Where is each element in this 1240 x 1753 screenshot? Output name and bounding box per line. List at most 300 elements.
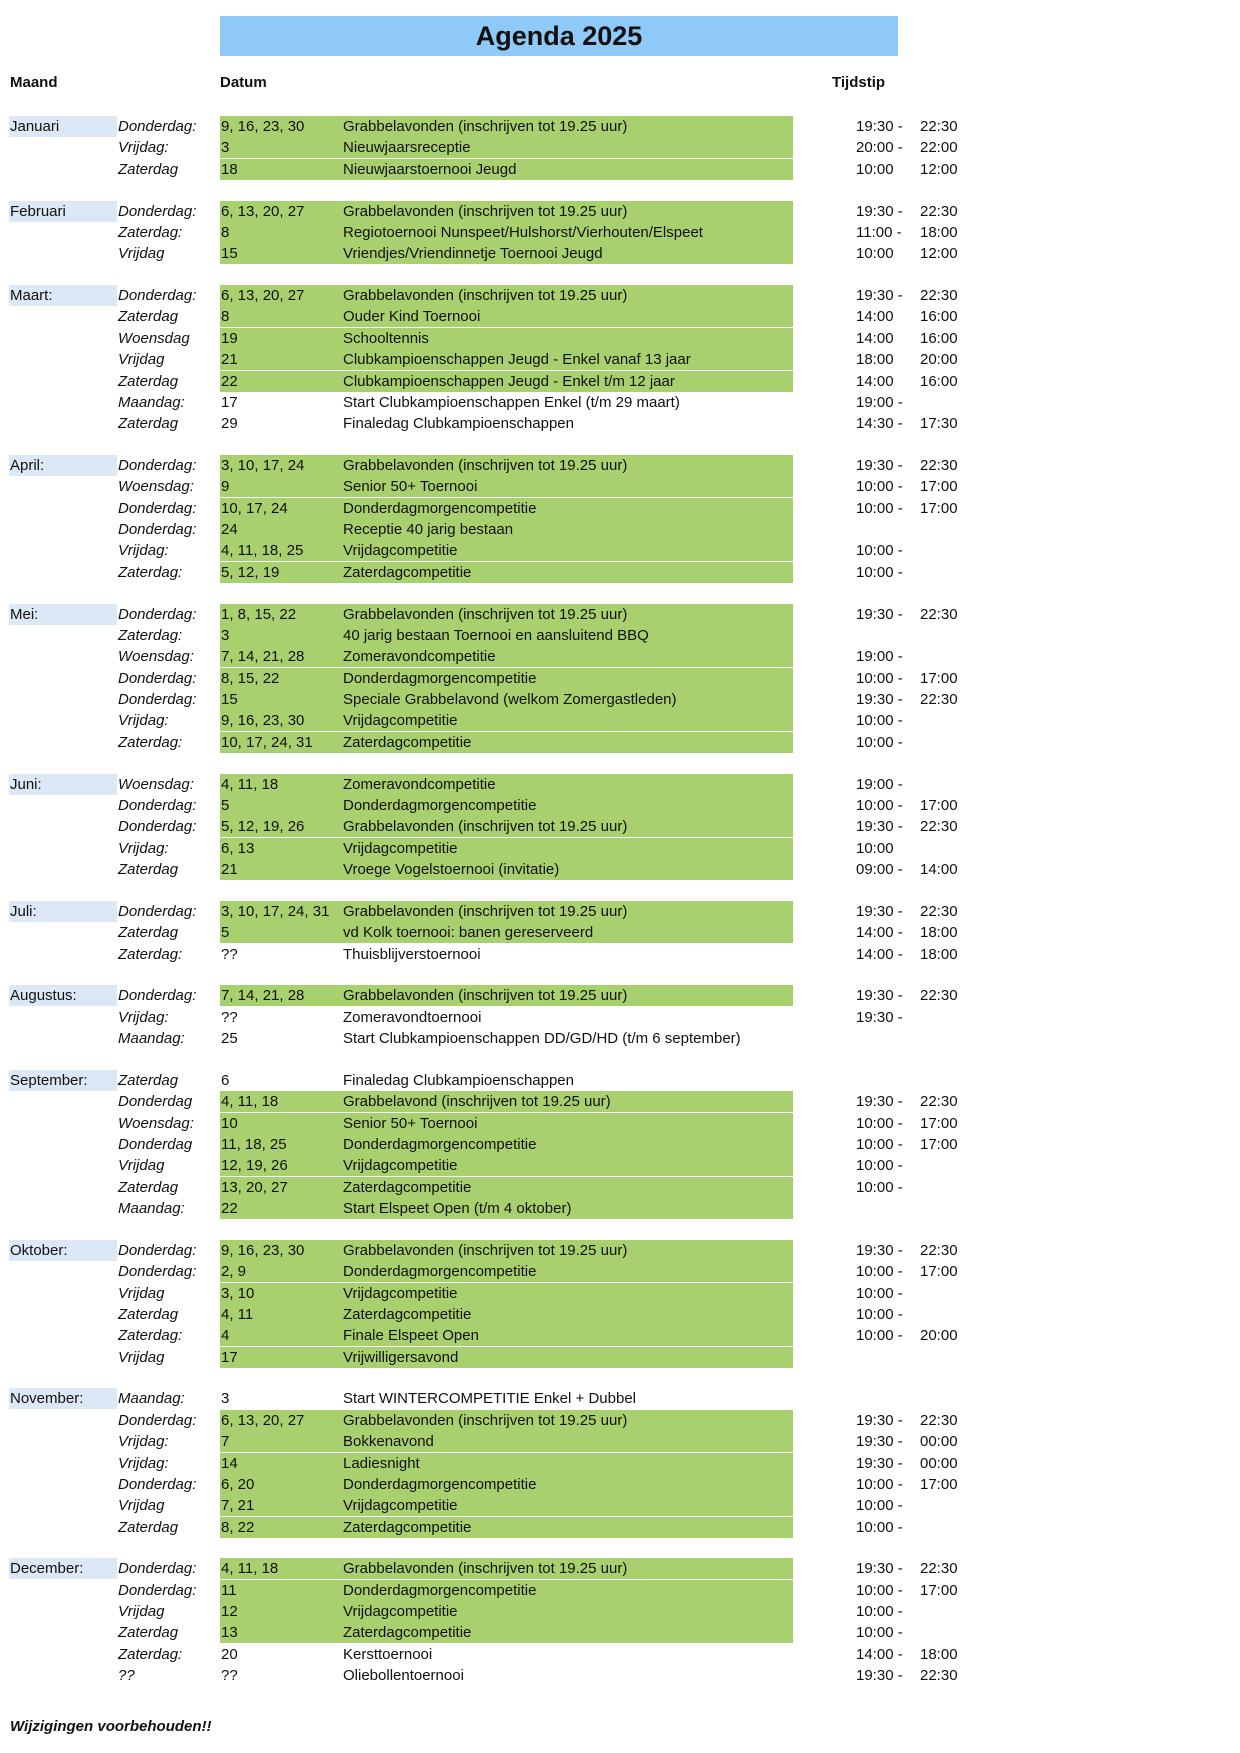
event-dates: 3, 10, 17, 24, 31 bbox=[220, 901, 343, 922]
weekday: Donderdag: bbox=[118, 797, 197, 814]
time-start: 10:00 - bbox=[856, 1157, 903, 1174]
event-dates: 2, 9 bbox=[220, 1261, 343, 1282]
weekday: Donderdag: bbox=[118, 457, 197, 474]
time-end: 17:00 bbox=[920, 1582, 958, 1599]
time-start: 19:30 - bbox=[856, 691, 903, 708]
time-end: 17:00 bbox=[920, 478, 958, 495]
weekday: Maandag: bbox=[118, 1030, 185, 1047]
event-name: Nieuwjaarstoernooi Jeugd bbox=[342, 159, 793, 180]
event-name: Zaterdagcompetitie bbox=[342, 1517, 793, 1538]
month-label: December: bbox=[9, 1558, 117, 1579]
event-name: Vrijdagcompetitie bbox=[342, 710, 793, 731]
time-start: 10:00 - bbox=[856, 1603, 903, 1620]
time-start: 10:00 - bbox=[856, 1179, 903, 1196]
time-start: 10:00 - bbox=[856, 1263, 903, 1280]
month-label: April: bbox=[9, 455, 117, 476]
event-name: Ladiesnight bbox=[342, 1453, 793, 1474]
weekday: Vrijdag bbox=[118, 1349, 165, 1366]
event-name: Grabbelavonden (inschrijven tot 19.25 uur) bbox=[342, 604, 793, 625]
agenda-row bbox=[0, 519, 1240, 540]
event-name: Clubkampioenschappen Jeugd - Enkel t/m 12 jaar bbox=[342, 371, 793, 392]
agenda-row bbox=[0, 349, 1240, 370]
event-dates: 4, 11 bbox=[220, 1304, 343, 1325]
weekday: Maandag: bbox=[118, 1200, 185, 1217]
event-dates: 15 bbox=[220, 689, 343, 710]
time-start: 10:00 - bbox=[856, 1519, 903, 1536]
event-dates: 7, 14, 21, 28 bbox=[220, 646, 343, 667]
event-dates: 11 bbox=[220, 1580, 343, 1601]
time-start: 10:00 - bbox=[856, 1285, 903, 1302]
weekday: Donderdag: bbox=[118, 691, 197, 708]
weekday: Zaterdag bbox=[118, 1179, 179, 1196]
agenda-row bbox=[0, 774, 1240, 795]
time-end: 17:00 bbox=[920, 500, 958, 517]
weekday: Donderdag: bbox=[118, 987, 197, 1004]
agenda-row bbox=[0, 922, 1240, 943]
time-start: 10:00 - bbox=[856, 1115, 903, 1132]
weekday: Zaterdag: bbox=[118, 564, 183, 581]
time-start: 11:00 - bbox=[856, 224, 902, 241]
time-start: 14:00 bbox=[856, 373, 894, 390]
time-start: 14:00 - bbox=[856, 946, 903, 963]
event-dates: ?? bbox=[221, 1009, 238, 1026]
agenda-row bbox=[0, 413, 1240, 434]
agenda-row bbox=[0, 562, 1240, 583]
time-start: 19:30 - bbox=[856, 1412, 903, 1429]
agenda-row bbox=[0, 944, 1240, 965]
event-name: Grabbelavonden (inschrijven tot 19.25 uur) bbox=[342, 455, 793, 476]
event-name: Zomeravondcompetitie bbox=[342, 646, 793, 667]
agenda-row bbox=[0, 1007, 1240, 1028]
weekday: Zaterdag bbox=[118, 1072, 179, 1089]
event-name: Donderdagmorgencompetitie bbox=[342, 1474, 793, 1495]
time-end: 22:30 bbox=[920, 691, 958, 708]
event-name: Ouder Kind Toernooi bbox=[342, 306, 793, 327]
event-name: Donderdagmorgencompetitie bbox=[342, 1134, 793, 1155]
agenda-row bbox=[0, 1198, 1240, 1219]
event-name: Donderdagmorgencompetitie bbox=[342, 795, 793, 816]
event-name: Thuisblijverstoernooi bbox=[343, 946, 481, 963]
event-dates: 6, 13, 20, 27 bbox=[220, 201, 343, 222]
page-title: Agenda 2025 bbox=[220, 16, 898, 56]
time-start: 10:00 - bbox=[856, 1582, 903, 1599]
agenda-row bbox=[0, 1070, 1240, 1091]
weekday: Vrijdag: bbox=[118, 542, 169, 559]
time-start: 19:30 - bbox=[856, 903, 903, 920]
weekday: Zaterdag bbox=[118, 161, 179, 178]
weekday: Vrijdag bbox=[118, 245, 165, 262]
time-start: 19:30 - bbox=[856, 287, 903, 304]
event-name: Grabbelavonden (inschrijven tot 19.25 uur) bbox=[342, 1240, 793, 1261]
event-dates: 5, 12, 19 bbox=[220, 562, 343, 583]
weekday: Vrijdag: bbox=[118, 1009, 169, 1026]
weekday: Maandag: bbox=[118, 1390, 185, 1407]
event-dates: 19 bbox=[220, 328, 343, 349]
weekday: Donderdag: bbox=[118, 1412, 197, 1429]
time-start: 10:00 - bbox=[856, 500, 903, 517]
agenda-row bbox=[0, 1177, 1240, 1198]
weekday: Zaterdag bbox=[118, 924, 179, 941]
weekday: Maandag: bbox=[118, 394, 185, 411]
weekday: Donderdag: bbox=[118, 818, 197, 835]
event-name: Zomeravondtoernooi bbox=[343, 1009, 482, 1026]
event-name: Clubkampioenschappen Jeugd - Enkel vanaf 13 jaar bbox=[342, 349, 793, 370]
time-end: 12:00 bbox=[920, 245, 958, 262]
time-start: 10:00 - bbox=[856, 1497, 903, 1514]
time-start: 10:00 - bbox=[856, 670, 903, 687]
agenda-row bbox=[0, 1453, 1240, 1474]
agenda-row bbox=[0, 306, 1240, 327]
time-start: 19:30 - bbox=[856, 1093, 903, 1110]
event-name: Speciale Grabbelavond (welkom Zomergastleden) bbox=[342, 689, 793, 710]
event-dates: 22 bbox=[220, 371, 343, 392]
month-label: Mei: bbox=[9, 604, 117, 625]
weekday: Woensdag bbox=[118, 330, 190, 347]
weekday: ?? bbox=[118, 1667, 135, 1684]
event-name: Vrijdagcompetitie bbox=[342, 1601, 793, 1622]
event-name: Zomeravondcompetitie bbox=[342, 774, 793, 795]
event-dates: 9, 16, 23, 30 bbox=[220, 116, 343, 137]
event-name: Senior 50+ Toernooi bbox=[342, 1113, 793, 1134]
agenda-row bbox=[0, 1155, 1240, 1176]
event-name: Vrijwilligersavond bbox=[342, 1347, 793, 1368]
time-start: 10:00 bbox=[856, 245, 894, 262]
time-end: 22:30 bbox=[920, 818, 958, 835]
time-end: 18:00 bbox=[920, 1646, 958, 1663]
agenda-row bbox=[0, 1580, 1240, 1601]
event-dates: 22 bbox=[220, 1198, 343, 1219]
time-start: 10:00 - bbox=[856, 797, 903, 814]
event-name: Grabbelavonden (inschrijven tot 19.25 uur) bbox=[342, 901, 793, 922]
event-name: Finaledag Clubkampioenschappen bbox=[343, 415, 574, 432]
event-dates: 15 bbox=[220, 243, 343, 264]
event-name: Donderdagmorgencompetitie bbox=[342, 1261, 793, 1282]
event-dates: 4, 11, 18 bbox=[220, 1091, 343, 1112]
weekday: Donderdag: bbox=[118, 1582, 197, 1599]
time-end: 14:00 bbox=[920, 861, 958, 878]
time-end: 12:00 bbox=[920, 161, 958, 178]
event-name: Senior 50+ Toernooi bbox=[342, 476, 793, 497]
event-name: Grabbelavonden (inschrijven tot 19.25 uur) bbox=[342, 1558, 793, 1579]
event-dates: 9, 16, 23, 30 bbox=[220, 710, 343, 731]
event-name: Zaterdagcompetitie bbox=[342, 1622, 793, 1643]
header-month: Maand bbox=[10, 74, 58, 91]
event-name: Oliebollentoernooi bbox=[343, 1667, 464, 1684]
agenda-row bbox=[0, 1644, 1240, 1665]
event-name: Grabbelavonden (inschrijven tot 19.25 uur) bbox=[342, 116, 793, 137]
weekday: Zaterdag bbox=[118, 373, 179, 390]
agenda-row bbox=[0, 859, 1240, 880]
event-dates: 17 bbox=[221, 394, 238, 411]
month-label: Maart: bbox=[9, 285, 117, 306]
event-dates: 13, 20, 27 bbox=[220, 1177, 343, 1198]
event-dates: 6, 13 bbox=[220, 838, 343, 859]
agenda-row bbox=[0, 137, 1240, 158]
agenda-row bbox=[0, 646, 1240, 667]
event-dates: 8, 15, 22 bbox=[220, 668, 343, 689]
event-name: Zaterdagcompetitie bbox=[342, 1177, 793, 1198]
event-name: Vroege Vogelstoernooi (invitatie) bbox=[342, 859, 793, 880]
agenda-row bbox=[0, 838, 1240, 859]
month-label: Augustus: bbox=[9, 985, 117, 1006]
weekday: Zaterdag bbox=[118, 1519, 179, 1536]
time-start: 19:30 - bbox=[856, 203, 903, 220]
weekday: Zaterdag bbox=[118, 1624, 179, 1641]
event-dates: 21 bbox=[220, 859, 343, 880]
agenda-row bbox=[0, 243, 1240, 264]
agenda-row bbox=[0, 498, 1240, 519]
month-label: September: bbox=[9, 1070, 117, 1091]
weekday: Donderdag: bbox=[118, 1242, 197, 1259]
event-dates: 1, 8, 15, 22 bbox=[220, 604, 343, 625]
event-dates: 6, 13, 20, 27 bbox=[220, 1410, 343, 1431]
agenda-row bbox=[0, 1665, 1240, 1686]
time-start: 20:00 - bbox=[856, 139, 903, 156]
agenda-row bbox=[0, 201, 1240, 222]
agenda-row bbox=[0, 1091, 1240, 1112]
event-name: Start WINTERCOMPETITIE Enkel + Dubbel bbox=[343, 1390, 636, 1407]
event-name: Vriendjes/Vriendinnetje Toernooi Jeugd bbox=[342, 243, 793, 264]
time-end: 22:30 bbox=[920, 457, 958, 474]
event-name: Vrijdagcompetitie bbox=[342, 838, 793, 859]
time-end: 00:00 bbox=[920, 1433, 958, 1450]
event-dates: 8, 22 bbox=[220, 1517, 343, 1538]
time-end: 22:30 bbox=[920, 1242, 958, 1259]
time-start: 19:30 - bbox=[856, 457, 903, 474]
event-name: Grabbelavonden (inschrijven tot 19.25 uur) bbox=[342, 201, 793, 222]
agenda-row bbox=[0, 1134, 1240, 1155]
weekday: Donderdag: bbox=[118, 606, 197, 623]
event-dates: 3, 10 bbox=[220, 1283, 343, 1304]
agenda-row bbox=[0, 732, 1240, 753]
time-start: 19:30 - bbox=[856, 1242, 903, 1259]
weekday: Donderdag: bbox=[118, 1476, 197, 1493]
event-name: Grabbelavond (inschrijven tot 19.25 uur) bbox=[342, 1091, 793, 1112]
event-dates: 5, 12, 19, 26 bbox=[220, 816, 343, 837]
event-dates: 20 bbox=[221, 1646, 238, 1663]
event-dates: 10, 17, 24 bbox=[220, 498, 343, 519]
time-start: 19:00 - bbox=[856, 648, 903, 665]
agenda-row bbox=[0, 710, 1240, 731]
event-dates: 12, 19, 26 bbox=[220, 1155, 343, 1176]
agenda-row bbox=[0, 689, 1240, 710]
event-name: Zaterdagcompetitie bbox=[342, 732, 793, 753]
event-name: Start Elspeet Open (t/m 4 oktober) bbox=[342, 1198, 793, 1219]
time-start: 19:30 - bbox=[856, 606, 903, 623]
event-name: Zaterdagcompetitie bbox=[342, 562, 793, 583]
time-end: 20:00 bbox=[920, 1327, 958, 1344]
agenda-row bbox=[0, 901, 1240, 922]
agenda-row bbox=[0, 1240, 1240, 1261]
weekday: Donderdag: bbox=[118, 670, 197, 687]
agenda-row bbox=[0, 1410, 1240, 1431]
event-dates: 25 bbox=[221, 1030, 238, 1047]
event-dates: 3 bbox=[220, 137, 343, 158]
event-dates: 9, 16, 23, 30 bbox=[220, 1240, 343, 1261]
time-end: 00:00 bbox=[920, 1455, 958, 1472]
time-end: 22:30 bbox=[920, 1412, 958, 1429]
weekday: Vrijdag bbox=[118, 1497, 165, 1514]
event-dates: 4, 11, 18 bbox=[220, 1558, 343, 1579]
time-start: 10:00 - bbox=[856, 1136, 903, 1153]
event-name: Regiotoernooi Nunspeet/Hulshorst/Vierhouten/Elspeet bbox=[342, 222, 793, 243]
event-name: Bokkenavond bbox=[342, 1431, 793, 1452]
weekday: Woensdag: bbox=[118, 1115, 194, 1132]
time-start: 19:30 - bbox=[856, 1433, 903, 1450]
event-dates: 3, 10, 17, 24 bbox=[220, 455, 343, 476]
time-end: 17:00 bbox=[920, 797, 958, 814]
weekday: Vrijdag bbox=[118, 1157, 165, 1174]
time-end: 17:00 bbox=[920, 1476, 958, 1493]
time-end: 22:30 bbox=[920, 987, 958, 1004]
time-end: 22:30 bbox=[920, 287, 958, 304]
weekday: Vrijdag: bbox=[118, 840, 169, 857]
weekday: Vrijdag: bbox=[118, 712, 169, 729]
agenda-row bbox=[0, 1431, 1240, 1452]
time-start: 19:30 - bbox=[856, 1009, 903, 1026]
weekday: Woensdag: bbox=[118, 776, 194, 793]
event-name: Donderdagmorgencompetitie bbox=[342, 498, 793, 519]
time-start: 14:30 - bbox=[856, 415, 903, 432]
header-date: Datum bbox=[220, 74, 267, 91]
weekday: Zaterdag: bbox=[118, 627, 183, 644]
agenda-row bbox=[0, 1558, 1240, 1579]
time-end: 20:00 bbox=[920, 351, 958, 368]
event-dates: 4, 11, 18, 25 bbox=[220, 540, 343, 561]
event-dates: 4 bbox=[220, 1325, 343, 1346]
time-end: 17:00 bbox=[920, 1263, 958, 1280]
time-end: 17:00 bbox=[920, 1115, 958, 1132]
time-end: 16:00 bbox=[920, 330, 958, 347]
event-dates: ?? bbox=[221, 946, 238, 963]
weekday: Donderdag: bbox=[118, 521, 197, 538]
event-dates: ?? bbox=[221, 1667, 238, 1684]
event-name: Receptie 40 jarig bestaan bbox=[342, 519, 793, 540]
time-start: 14:00 bbox=[856, 330, 894, 347]
time-start: 14:00 - bbox=[856, 1646, 903, 1663]
agenda-row bbox=[0, 1283, 1240, 1304]
event-dates: 21 bbox=[220, 349, 343, 370]
time-end: 16:00 bbox=[920, 373, 958, 390]
weekday: Woensdag: bbox=[118, 648, 194, 665]
time-end: 16:00 bbox=[920, 308, 958, 325]
event-dates: 6 bbox=[221, 1072, 230, 1089]
event-name: Finale Elspeet Open bbox=[342, 1325, 793, 1346]
weekday: Donderdag bbox=[118, 1093, 193, 1110]
weekday: Donderdag: bbox=[118, 203, 197, 220]
event-dates: 18 bbox=[220, 159, 343, 180]
event-name: Nieuwjaarsreceptie bbox=[342, 137, 793, 158]
event-name: Schooltennis bbox=[342, 328, 793, 349]
time-start: 19:00 - bbox=[856, 394, 903, 411]
time-end: 22:30 bbox=[920, 606, 958, 623]
month-label: Oktober: bbox=[9, 1240, 117, 1261]
event-dates: 12 bbox=[220, 1601, 343, 1622]
agenda-row bbox=[0, 1347, 1240, 1368]
event-dates: 29 bbox=[221, 415, 238, 432]
event-name: Grabbelavonden (inschrijven tot 19.25 uur) bbox=[342, 285, 793, 306]
agenda-row bbox=[0, 392, 1240, 413]
time-end: 22:30 bbox=[920, 1667, 958, 1684]
event-name: Donderdagmorgencompetitie bbox=[342, 668, 793, 689]
agenda-row bbox=[0, 1113, 1240, 1134]
weekday: Zaterdag: bbox=[118, 224, 183, 241]
event-name: Grabbelavonden (inschrijven tot 19.25 uur) bbox=[342, 816, 793, 837]
weekday: Zaterdag: bbox=[118, 734, 183, 751]
time-start: 10:00 - bbox=[856, 542, 903, 559]
time-end: 17:00 bbox=[920, 670, 958, 687]
weekday: Zaterdag bbox=[118, 308, 179, 325]
time-start: 10:00 bbox=[856, 161, 894, 178]
weekday: Donderdag: bbox=[118, 287, 197, 304]
time-start: 10:00 - bbox=[856, 712, 903, 729]
weekday: Vrijdag bbox=[118, 1603, 165, 1620]
time-start: 10:00 - bbox=[856, 734, 903, 751]
event-dates: 7, 21 bbox=[220, 1495, 343, 1516]
footer-note: Wijzigingen voorbehouden!! bbox=[10, 1718, 212, 1735]
header-time: Tijdstip bbox=[832, 74, 886, 91]
event-dates: 8 bbox=[220, 222, 343, 243]
event-name: 40 jarig bestaan Toernooi en aansluitend BBQ bbox=[342, 625, 793, 646]
event-dates: 6, 13, 20, 27 bbox=[220, 285, 343, 306]
weekday: Vrijdag bbox=[118, 1285, 165, 1302]
time-start: 10:00 - bbox=[856, 564, 903, 581]
weekday: Woensdag: bbox=[118, 478, 194, 495]
event-dates: 5 bbox=[220, 922, 343, 943]
weekday: Donderdag: bbox=[118, 118, 197, 135]
agenda-row bbox=[0, 985, 1240, 1006]
agenda-row bbox=[0, 816, 1240, 837]
time-start: 09:00 - bbox=[856, 861, 903, 878]
agenda-row bbox=[0, 116, 1240, 137]
agenda-row bbox=[0, 1517, 1240, 1538]
event-name: Zaterdagcompetitie bbox=[342, 1304, 793, 1325]
event-dates: 17 bbox=[220, 1347, 343, 1368]
agenda-row bbox=[0, 1325, 1240, 1346]
event-dates: 24 bbox=[220, 519, 343, 540]
agenda-row bbox=[0, 625, 1240, 646]
time-start: 10:00 - bbox=[856, 1476, 903, 1493]
time-end: 22:30 bbox=[920, 118, 958, 135]
agenda-row bbox=[0, 1028, 1240, 1049]
weekday: Zaterdag: bbox=[118, 1646, 183, 1663]
month-label: Januari bbox=[9, 116, 117, 137]
event-dates: 10, 17, 24, 31 bbox=[220, 732, 343, 753]
agenda-row bbox=[0, 1601, 1240, 1622]
time-end: 22:00 bbox=[920, 139, 958, 156]
time-start: 10:00 - bbox=[856, 1327, 903, 1344]
event-name: vd Kolk toernooi: banen gereserveerd bbox=[342, 922, 793, 943]
weekday: Donderdag bbox=[118, 1136, 193, 1153]
time-start: 10:00 - bbox=[856, 1306, 903, 1323]
weekday: Donderdag: bbox=[118, 1560, 197, 1577]
agenda-row bbox=[0, 1304, 1240, 1325]
time-start: 10:00 bbox=[856, 840, 894, 857]
event-dates: 6, 20 bbox=[220, 1474, 343, 1495]
month-label: November: bbox=[9, 1388, 117, 1409]
weekday: Zaterdag: bbox=[118, 1327, 183, 1344]
event-name: Start Clubkampioenschappen DD/GD/HD (t/m 6 september) bbox=[343, 1030, 741, 1047]
agenda-row bbox=[0, 285, 1240, 306]
event-dates: 7 bbox=[220, 1431, 343, 1452]
time-end: 22:30 bbox=[920, 203, 958, 220]
agenda-row bbox=[0, 1622, 1240, 1643]
agenda-row bbox=[0, 328, 1240, 349]
agenda-row bbox=[0, 455, 1240, 476]
event-name: Kersttoernooi bbox=[343, 1646, 433, 1663]
agenda-row bbox=[0, 668, 1240, 689]
event-dates: 11, 18, 25 bbox=[220, 1134, 343, 1155]
